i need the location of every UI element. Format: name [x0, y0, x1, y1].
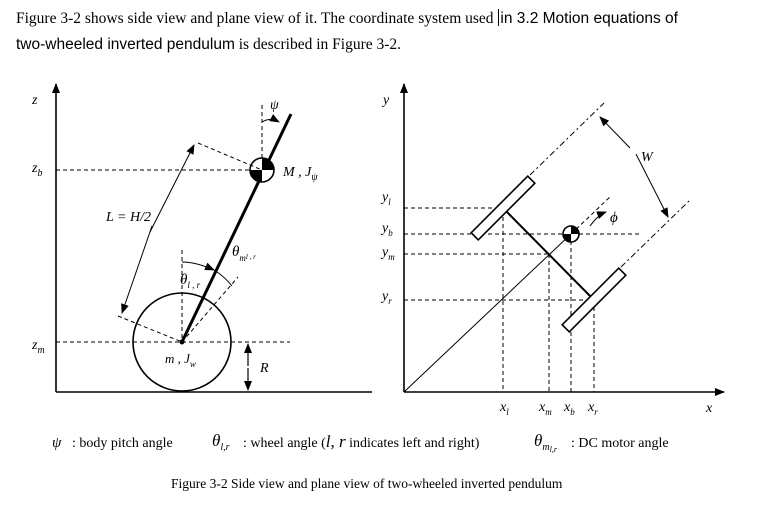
psi-label: ψ — [270, 98, 279, 113]
xm-label: $x_m$ — [539, 400, 552, 417]
legend — [52, 431, 669, 454]
intro-text-4: is described in Figure 3-2. — [234, 36, 402, 53]
theta-m-label: $\theta_ml$ , r — [232, 244, 256, 263]
body-rod — [182, 114, 291, 342]
xr-label: $x_r$ — [588, 400, 598, 417]
legend-psi-symbol: ψ — [52, 435, 62, 451]
legend-thetam-symbol: $\theta_ml,r$ — [534, 431, 557, 454]
psi-arc-arrow — [262, 120, 279, 123]
legend-theta-text: : wheel angle (l, r indicates left and right) — [243, 432, 480, 451]
plane-y-label: y — [383, 93, 390, 108]
yr-label: $y_r$ — [382, 289, 392, 306]
theta-l-label: $\theta_{l , r}$ — [180, 272, 201, 290]
side-z-label: z — [32, 93, 38, 108]
intro-text-1: Figure 3-2 shows side view and plane view of it. The coordinate system used — [16, 10, 498, 27]
length-label: L = H/2 — [106, 210, 151, 225]
side-view — [31, 84, 372, 392]
width-label: W — [641, 150, 653, 165]
yb-label: $y_b$ — [382, 221, 393, 238]
theta-l-arc — [182, 262, 214, 270]
zm-label: $z_m$ — [32, 338, 45, 356]
legend-thetam-text: : DC motor angle — [571, 436, 669, 451]
zb-label: $z_b$ — [32, 161, 43, 179]
w-left-ext — [530, 103, 604, 175]
legend-psi-text: : body pitch angle — [72, 436, 173, 451]
l-arrow-down — [122, 226, 152, 313]
l-top-dashed — [198, 143, 262, 170]
phi-label: ϕ — [610, 210, 618, 226]
body-mass-label: M , $J_\psi$ — [283, 165, 318, 183]
xl-label: $x_l$ — [500, 400, 509, 417]
w-arrow-up — [600, 117, 630, 148]
plane-x-label: x — [706, 401, 713, 416]
intro-text-2: in 3.2 Motion equations of — [500, 10, 678, 27]
figure-caption: Figure 3-2 Side view and plane view of two-wheeled inverted pendulum — [171, 476, 563, 491]
radius-label: R — [260, 361, 269, 376]
l-bottom-dashed — [118, 316, 182, 342]
yl-label: $y_l$ — [382, 190, 391, 207]
intro-text-3: two-wheeled inverted pendulum — [16, 36, 235, 53]
ym-label: $y_m$ — [382, 245, 395, 262]
xb-label: $x_b$ — [564, 400, 575, 417]
plane-view — [380, 84, 724, 417]
plane-body-symbol — [563, 226, 579, 242]
legend-theta-symbol: $\theta_{l,r}$ — [212, 431, 230, 453]
wheel-mass-label: m , $J_w$ — [165, 351, 196, 369]
heading-line — [404, 234, 571, 392]
l-arrow-up — [150, 145, 194, 232]
